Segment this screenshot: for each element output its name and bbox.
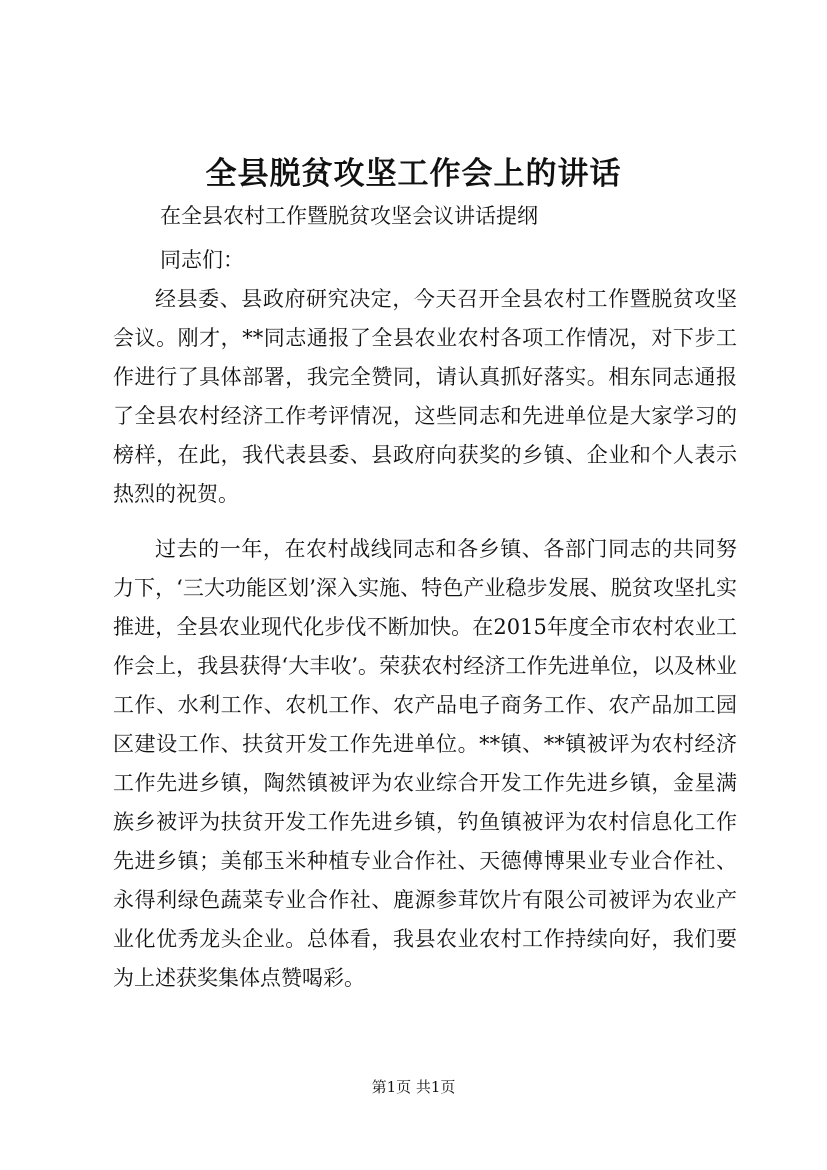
document-subtitle: 在全县农村工作暨脱贫攻坚会议讲话提纲 [160,204,538,228]
document-title: 全县脱贫攻坚工作会上的讲话 [205,156,622,192]
paragraph-2: 过去的一年，在农村战线同志和各乡镇、各部门同志的共同努力下，‘三大功能区划’深入实施、特色产业稳步发展、脱贫攻坚扎实推进，全县农业现代化步伐不断加快。在2015年度全市农村农业工作会上，我县获得‘大丰收’。荣获农村经济工作先进单位，以及林业工作、水利工作、农机工作、农产品电子商务工作、农产品加工园区建设工作、扶贫开发工作先进单位。**镇、**镇被评为农村经济工作先进乡镇，陶然镇被评为农业综合开发工作先进乡镇，金星满族乡被评为扶贫开发工作先进乡镇，钓鱼镇被评为农村信息化工作先进乡镇；美郁玉米种植专业合作社、天德傅博果业专业合作社、永得利绿色蔬菜专业合作社、鹿源参茸饮片有限公司被评为农业产业化优秀龙头企业。总体看，我县农业农村工作持续向好，我们要为上述获奖集体点赞喝彩。 [113,537,737,990]
salutation: 同志们： [160,248,244,272]
page-footer: 第1页 共1页 [371,1078,456,1096]
paragraph-1: 经县委、县政府研究决定，今天召开全县农村工作暨脱贫攻坚会议。刚才，**同志通报了全县农业农村各项工作情况，对下步工作进行了具体部署，我完全赞同，请认真抓好落实。相东同志通报了全县农村经济工作考评情况，这些同志和先进单位是大家学习的榜样，在此，我代表县委、县政府向获奖的乡镇、企业和个人表示热烈的祝贺。 [113,287,737,506]
